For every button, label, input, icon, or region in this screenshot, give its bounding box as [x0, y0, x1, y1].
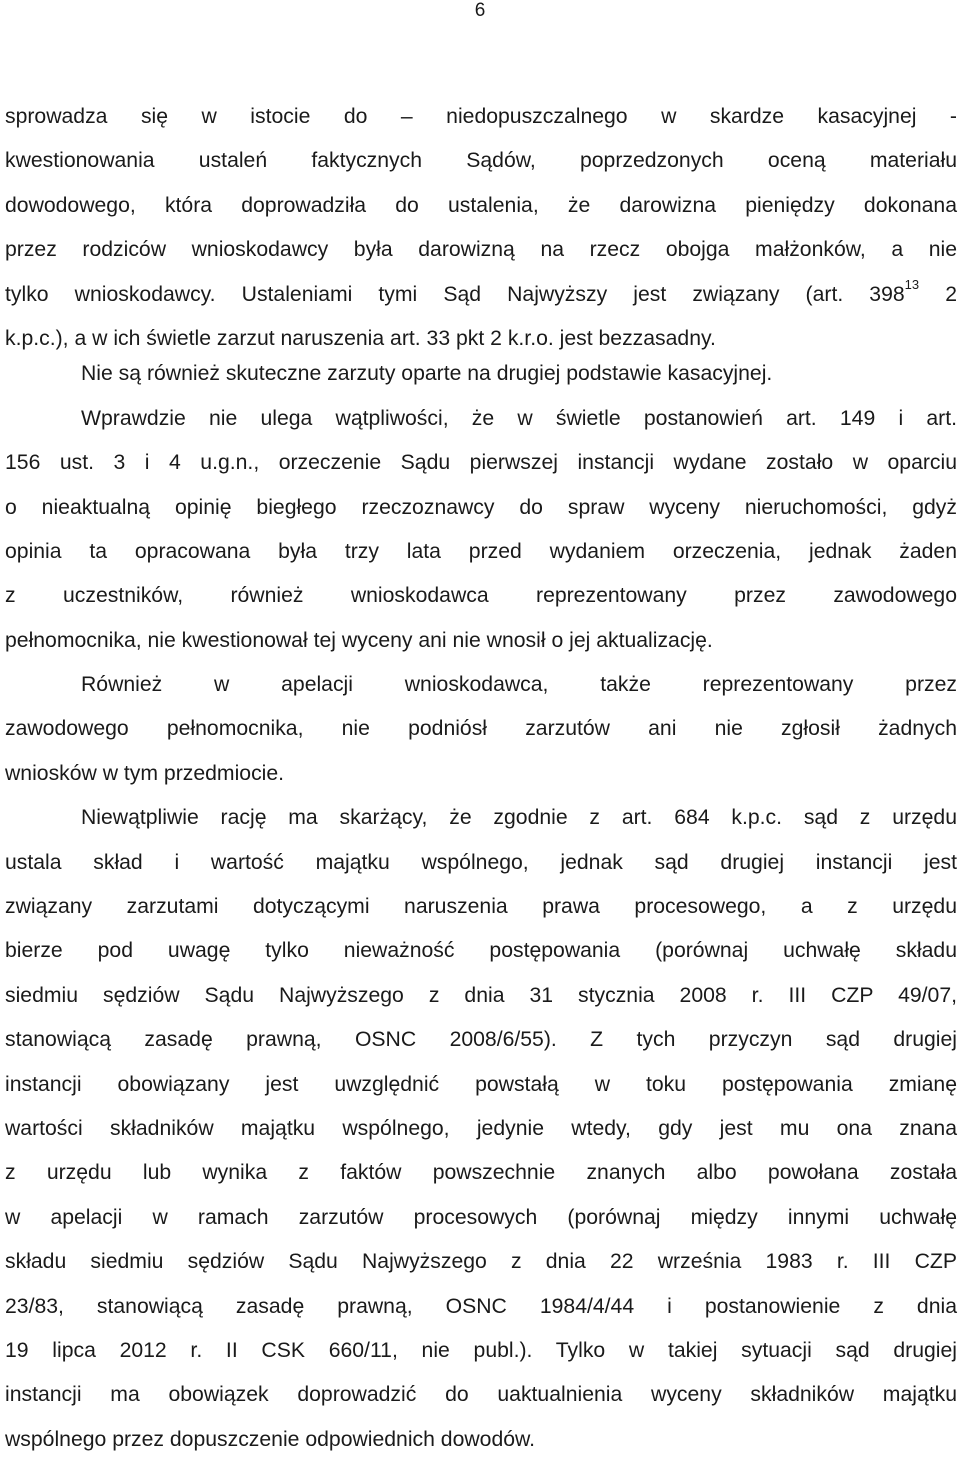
- document-body: [5, 95, 957, 1462]
- line-text: z urzędu lub wynika z faktów powszechnie znanych albo powołana została: [5, 1161, 957, 1185]
- line-text: tylko wnioskodawcy. Ustaleniami tymi Sąd Najwyższy jest związany (art. 398: [5, 282, 905, 306]
- line-text: przez rodziców wnioskodawcy była darowizną na rzecz obojga małżonków, a nie: [5, 238, 957, 262]
- text-line: [5, 184, 957, 228]
- text-line: [5, 974, 957, 1018]
- text-line: [5, 273, 957, 317]
- text-line: [5, 1418, 957, 1462]
- text-line: [5, 441, 957, 485]
- line-text: siedmiu sędziów Sądu Najwyższego z dnia 31 stycznia 2008 r. III CZP 49/07,: [5, 983, 957, 1007]
- text-line: [5, 1329, 957, 1373]
- line-text: 19 lipca 2012 r. II CSK 660/11, nie publ.). Tylko w takiej sytuacji sąd drugiej: [5, 1338, 957, 1362]
- line-text: Wprawdzie nie ulega wątpliwości, że w świetle postanowień art. 149 i art.: [81, 406, 957, 430]
- text-line: [5, 1151, 957, 1195]
- text-line: [5, 885, 957, 929]
- text-line: [5, 1196, 957, 1240]
- line-text: Niewątpliwie rację ma skarżący, że zgodnie z art. 684 k.p.c. sąd z urzędu: [81, 806, 957, 830]
- paragraph-4: [5, 796, 957, 1462]
- text-line: [5, 95, 957, 139]
- line-text: k.p.c.), a w ich świetle zarzut naruszenia art. 33 pkt 2 k.r.o. jest bezzasadny.: [5, 326, 716, 350]
- text-line: [5, 619, 957, 663]
- text-line: [5, 1107, 957, 1151]
- line-text-tail: 2: [919, 282, 958, 306]
- text-line: [5, 139, 957, 183]
- text-line: [5, 752, 957, 796]
- text-line: [5, 929, 957, 973]
- line-text: 23/83, stanowiącą zasadę prawną, OSNC 1984/4/44 i postanowienie z dnia: [5, 1294, 957, 1318]
- text-line: [5, 1285, 957, 1329]
- line-text: wspólnego przez dopuszczenie odpowiednich dowodów.: [5, 1427, 536, 1451]
- line-text: składu siedmiu sędziów Sądu Najwyższego z dnia 22 września 1983 r. III CZP: [5, 1250, 957, 1274]
- text-line: [5, 707, 957, 751]
- line-text: zawodowego pełnomocnika, nie podniósł zarzutów ani nie zgłosił żadnych: [5, 717, 957, 741]
- text-line: [5, 1018, 957, 1062]
- paragraph-1: [5, 95, 957, 361]
- text-line: [5, 352, 957, 396]
- line-text: Nie są również skuteczne zarzuty oparte na drugiej podstawie kasacyjnej.: [81, 362, 773, 386]
- text-line: [5, 841, 957, 885]
- line-text: opinia ta opracowana była trzy lata przed wydaniem orzeczenia, jednak żaden: [5, 539, 957, 563]
- line-text: z uczestników, również wnioskodawca reprezentowany przez zawodowego: [5, 584, 957, 608]
- line-text: 156 ust. 3 i 4 u.g.n., orzeczenie Sądu pierwszej instancji wydane zostało w oparciu: [5, 451, 957, 475]
- line-text: stanowiącą zasadę prawną, OSNC 2008/6/55). Z tych przyczyn sąd drugiej: [5, 1028, 957, 1052]
- text-line: [5, 486, 957, 530]
- line-text: instancji ma obowiązek doprowadzić do uaktualnienia wyceny składników majątku: [5, 1383, 957, 1407]
- text-line: [5, 663, 957, 707]
- text-line: [5, 1240, 957, 1284]
- text-line: [5, 796, 957, 840]
- line-text: dowodowego, która doprowadziła do ustalenia, że darowizna pieniędzy dokonana: [5, 193, 957, 217]
- line-text: związany zarzutami dotyczącymi naruszenia prawa procesowego, a z urzędu: [5, 895, 957, 919]
- line-text: Również w apelacji wnioskodawca, także reprezentowany przez: [81, 673, 957, 697]
- paragraph-3: [5, 663, 957, 796]
- text-line: [5, 228, 957, 272]
- page-number: 6: [474, 0, 486, 21]
- text-line: [5, 530, 957, 574]
- paragraph-2: [5, 352, 957, 663]
- text-line: [5, 397, 957, 441]
- line-text: wniosków w tym przedmiocie.: [5, 761, 285, 785]
- line-text: bierze pod uwagę tylko nieważność postępowania (porównaj uchwałę składu: [5, 939, 957, 963]
- line-text: ustala skład i wartość majątku wspólnego, jednak sąd drugiej instancji jest: [5, 850, 957, 874]
- line-text: w apelacji w ramach zarzutów procesowych (porównaj między innymi uchwałę: [5, 1205, 957, 1229]
- line-text: o nieaktualną opinię biegłego rzeczoznawcy do spraw wyceny nieruchomości, gdyż: [5, 495, 957, 519]
- line-text: wartości składników majątku wspólnego, jedynie wtedy, gdy jest mu ona znana: [5, 1116, 957, 1140]
- line-text: instancji obowiązany jest uwzględnić powstałą w toku postępowania zmianę: [5, 1072, 957, 1096]
- line-text: pełnomocnika, nie kwestionował tej wyceny ani nie wnosił o jej aktualizację.: [5, 628, 713, 652]
- text-line: [5, 1373, 957, 1417]
- line-text: kwestionowania ustaleń faktycznych Sądów, poprzedzonych oceną materiału: [5, 149, 957, 173]
- superscript: 13: [904, 276, 920, 292]
- text-line: [5, 1063, 957, 1107]
- text-line: [5, 574, 957, 618]
- line-text: sprowadza się w istocie do – niedopuszczalnego w skardze kasacyjnej -: [5, 105, 957, 128]
